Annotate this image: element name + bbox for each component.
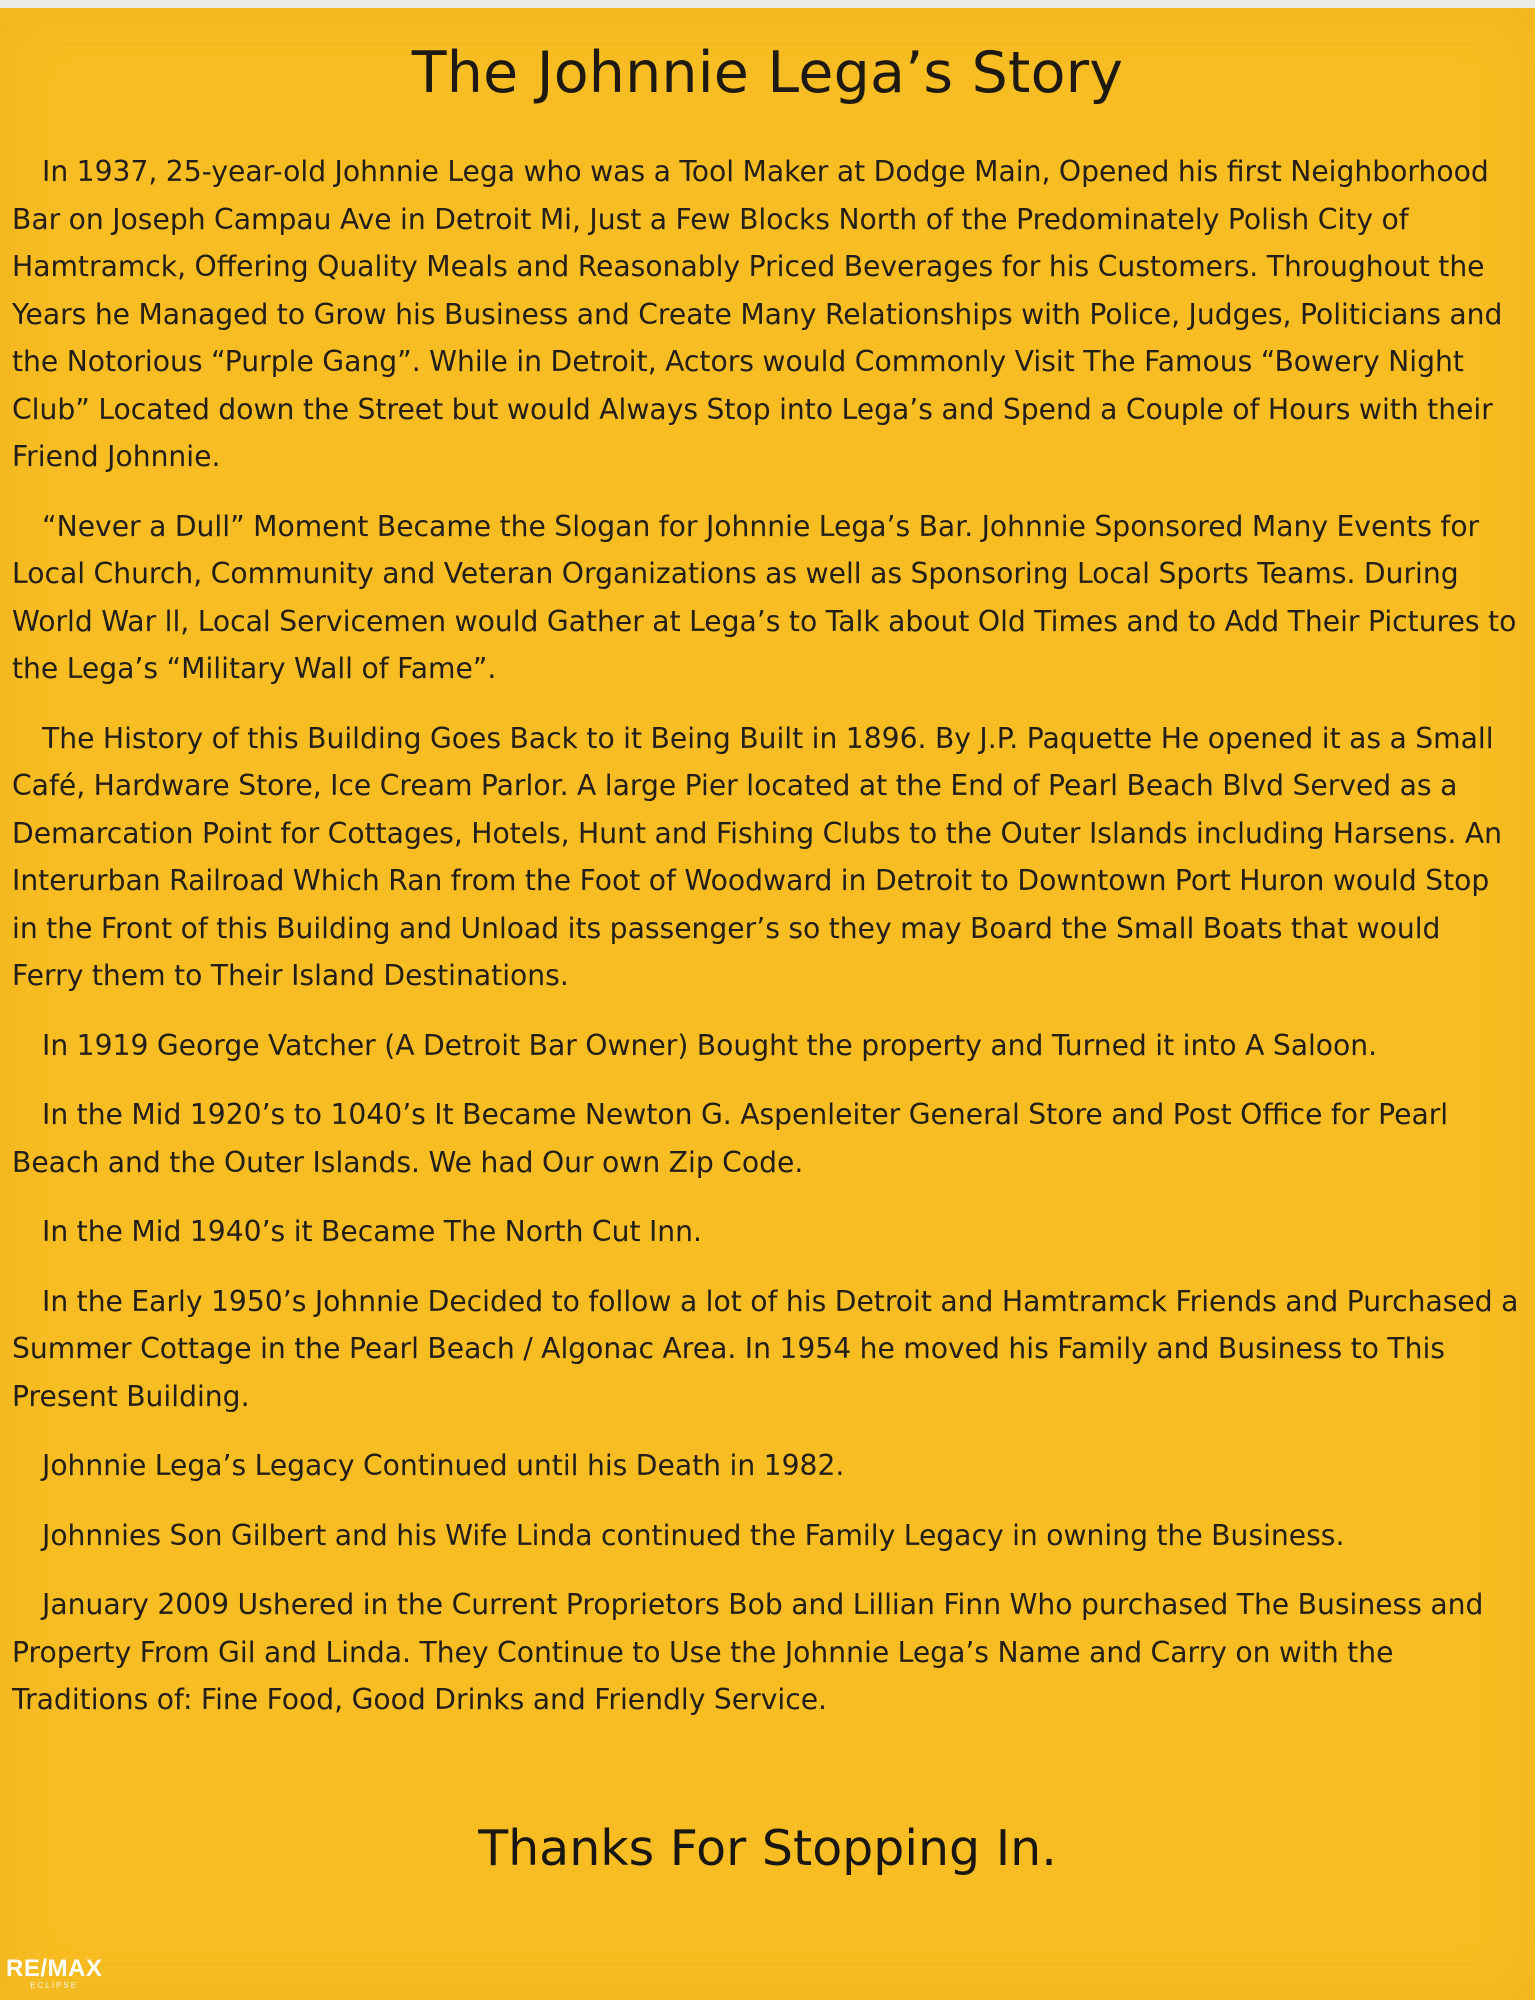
- watermark-sub: ECLIPSE: [30, 1981, 79, 1990]
- yellow-sheet: [0, 8, 1535, 2000]
- paragraph-north-cut-inn: In the Mid 1940’s it Became The North Cut Inn.: [42, 1215, 702, 1248]
- paragraph-1919-saloon: In 1919 George Vatcher (A Detroit Bar Owner) Bought the property and Turned it into A Saloon.: [42, 1028, 1378, 1062]
- paragraph-building-history: The History of this Building Goes Back to it Being Built in 1896. By J.P. Paquette He opened it as a Small Café, Hardware Store, Ice Cream Parlor. A large Pier located at the End of Pearl Beach Blvd Served as a Demarcation Point for Cottages, Hotels, Hunt and Fishing Clubs to the Outer Islands including Harsens. An Interurban Railroad Which Ran from the Foot of Woodward in Detroit to Downtown Port Huron would Stop in the Front of this Building and Unload its passenger’s so they may Board the Small Boats that would Ferry them to Their Island Destinations.: [12, 721, 1503, 992]
- story-body: [12, 148, 1520, 1746]
- closing-line: Thanks For Stopping In.: [478, 1820, 1057, 1877]
- paragraph-general-store: In the Mid 1920’s to 1040’s It Became Newton G. Aspenleiter General Store and Post Office for Pearl Beach and the Outer Islands. We had Our own Zip Code.: [12, 1098, 1449, 1179]
- paragraph-current-proprietors: January 2009 Ushered in the Current Proprietors Bob and Lillian Finn Who purchased The Business and Property From Gil and Linda. They Continue to Use the Johnnie Lega’s Name and Carry on with the Traditions of: Fine Food, Good Drinks and Friendly Service.: [12, 1588, 1484, 1716]
- paragraph-never-a-dull: “Never a Dull” Moment Became the Slogan for Johnnie Lega’s Bar. Johnnie Sponsored Many Events for Local Church, Community and Veteran Organizations as well as Sponsoring Local Sports Teams. During World War ll, Local Servicemen would Gather at Lega’s to Talk about Old Times and to Add Their Pictures to the Lega’s “Military Wall of Fame”.: [12, 509, 1517, 685]
- paragraph-legacy: Johnnie Lega’s Legacy Continued until his Death in 1982.: [42, 1449, 845, 1482]
- paragraph-1950s-move: In the Early 1950’s Johnnie Decided to follow a lot of his Detroit and Hamtramck Friends and Purchased a Summer Cottage in the Pearl Beach / Algonac Area. In 1954 he moved his Family and Business to This Present Building.: [12, 1284, 1519, 1413]
- remax-watermark-logo: [6, 1957, 102, 1990]
- watermark-brand: RE/MAX: [6, 1955, 103, 1982]
- paragraph-gilbert-linda: Johnnies Son Gilbert and his Wife Linda continued the Family Legacy in owning the Business.: [42, 1518, 1345, 1552]
- paragraph-1937-origin: In 1937, 25-year-old Johnnie Lega who was a Tool Maker at Dodge Main, Opened his first Neighborhood Bar on Joseph Campau Ave in Detroit Mi, Just a Few Blocks North of the Predominately Polish City of Hamtramck, Offering Quality Meals and Reasonably Priced Beverages for his Customers. Throughout the Years he Managed to Grow his Business and Create Many Relationships with Police, Judges, Politicians and the Notorious “Purple Gang”. While in Detroit, Actors would Commonly Visit The Famous “Bowery Night Club” Located down the Street but would Always Stop into Lega’s and Spend a Couple of Hours with their Friend Johnnie.: [12, 155, 1503, 473]
- page-title: The Johnnie Lega’s Story: [411, 40, 1124, 106]
